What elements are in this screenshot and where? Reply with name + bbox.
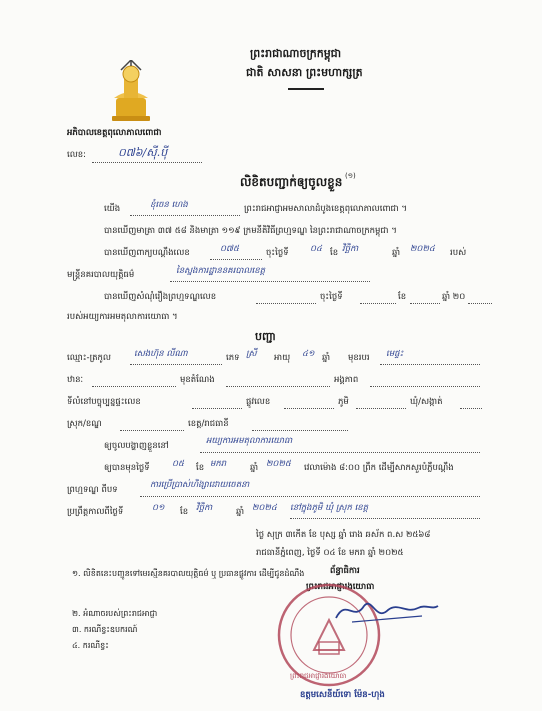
occurred-day: ០១: [152, 503, 165, 513]
job-value: មេផ្ទះ: [386, 349, 404, 359]
number-value: ០៧៦/ស៊ី.ប៉ី: [118, 146, 168, 159]
we-rest: ព្រះរាជអាជ្ញាអមសាលាដំបូងខេត្តពុលោភាលពោជា ។: [244, 204, 407, 214]
line3-day: ០៤: [310, 244, 323, 254]
occurred-year: ២០២៤: [252, 503, 277, 513]
occurred-month-label: ខែ: [180, 507, 189, 517]
commune-label: ឃុំ/សង្កាត់: [410, 397, 443, 407]
header-divider: [288, 88, 324, 90]
occurred-month: វិច្ឆិកា: [196, 503, 213, 513]
line3-month: វិច្ឆិកា: [342, 244, 359, 254]
stamp-text: ព្រះរាជអាជ្ញារងយោធា: [290, 672, 347, 680]
footnote-2: ២. អំណាចរបស់ព្រះរាជអាជ្ញា: [72, 609, 158, 618]
sex-value: ស្រី: [246, 349, 257, 359]
case-label: ព្រហ្មទណ្ឌ ពីបទ: [67, 485, 118, 495]
purpose-text: វេលាម៉ោង ៨:០០ ព្រឹក ដើម្បីសាកសួរបំភ្លឺបណ្តឹង: [304, 463, 454, 473]
village-label: ភូមិ: [338, 397, 349, 407]
line3-of: របស់: [450, 248, 467, 258]
district-label: ស្រុក/ខណ្ឌ: [67, 419, 102, 429]
signer-name: ឧត្តមសេនីយ៍ទោ ម៉ែន-ហុង: [300, 690, 385, 700]
footnote-4: ៤. ករណីខ្វះ: [72, 641, 109, 650]
handwritten-signature: [332, 592, 442, 628]
line3-date-label: ចុះថ្ងៃទី: [266, 248, 289, 258]
preamble-line2: បានឃើញមាត្រា ៣៧ ៥៨ និងមាត្រា ១១៩ ក្រមនីតិវិធីព្រហ្មទណ្ឌ នៃព្រះរាជាណាចក្រកម្ពុជា ។: [104, 226, 397, 236]
on-year-label: ឆ្នាំ: [250, 463, 259, 473]
occurred-label: ប្រព្រឹត្តកាលពីថ្ងៃទី: [67, 507, 124, 517]
job-label: មុខរបរ: [348, 353, 370, 363]
line5-date-label: ចុះថ្ងៃទី: [320, 292, 343, 302]
case-value: ការប្រើប្រាស់ហិង្សាដោយចេតនា: [150, 480, 250, 490]
lunar-date: ថ្ងៃ សុក្រ ៣កើត ខែ បុស្ស ឆ្នាំ រោង ឆស័ក ព.ស ២៥៦៨: [256, 530, 431, 540]
place-date: រាជធានីភ្នំពេញ, ថ្ងៃទី ០៤ ខែ មករា ឆ្នាំ ២០២៥: [256, 548, 404, 558]
title-footnote: (១): [345, 172, 356, 180]
on-year: ២០២៥: [266, 459, 291, 469]
province-label: ខេត្ត/រាជធានី: [188, 419, 229, 429]
signature-title-1: ព័ន្ធាធិការ: [330, 566, 360, 576]
line5-year-label: ឆ្នាំ ២០: [442, 292, 466, 302]
address-label: ទីលំនៅបច្ចុប្បន្នផ្ទះលេខ: [67, 397, 141, 407]
kingdom-line: ព្រះរាជាណាចក្រកម្ពុជា: [250, 47, 342, 60]
position-label: មុខតំណែង: [180, 375, 215, 385]
occurred-year-label: ឆ្នាំ: [236, 507, 245, 517]
footnote-1: ១. លិខិតនេះបញ្ជូនទៅមេរស្មីនគរបាលយុត្តិធម៌ ឬ ប្រធានផ្លូវការ ដើម្បីជូនដំណឹង: [72, 569, 305, 578]
name-label: ឈ្មោះ-ត្រកូល: [67, 353, 111, 363]
order-heading: បញ្ជា: [255, 330, 276, 343]
rank-label: ឋានៈ: [67, 375, 84, 385]
line4-label: មន្ត្រីនគរបាលយុត្តិធម៌: [67, 270, 135, 280]
footnote-3: ៣. ករណីខ្វះ​ឧបករណ៍: [72, 625, 138, 634]
preamble-line6: របស់អយ្យការអមតុលាការយោធា ។: [67, 312, 178, 322]
line3-number: ០៧៥: [220, 244, 240, 254]
line5-label: បានឃើញសំណុំរឿងព្រហ្មទណ្ឌលេខ: [104, 292, 217, 302]
year-label: ឆ្នាំ: [322, 353, 331, 363]
motto-line: ជាតិ សាសនា ព្រះមហាក្សត្រ: [246, 66, 363, 79]
line3-label: បានឃើញពាក្យបណ្តឹងលេខ: [104, 248, 190, 258]
street-label: ផ្លូវលេខ: [246, 397, 271, 407]
document-title: លិខិតបញ្ជាក់ឲ្យចូលខ្លួន: [240, 175, 343, 189]
occurred-place: នៅក្នុងភូមិ ឃុំ ស្រុក ខេត្ត: [290, 503, 369, 513]
appear-label: ឲ្យចូលបង្ហាញខ្លួននៅ: [104, 441, 169, 451]
we-label: យើង: [104, 204, 121, 214]
issuer-office: អភិបាលខេត្តពុលោភាលពោជា: [67, 128, 162, 138]
line5-month-label: ខែ: [398, 292, 407, 302]
on-label: ឲ្យបានមុនថ្ងៃទី: [104, 463, 150, 473]
number-label: លេខ:: [67, 150, 87, 160]
signature-title-2: ព្រះរាជអាជ្ញារងយោធា: [306, 582, 375, 592]
line3-year-label: ឆ្នាំ: [392, 248, 401, 258]
line4-value: នៃស្នងការដ្ឋាននគរបាលខេត្ត: [176, 266, 266, 276]
unit-label: អង្គភាព: [334, 375, 359, 385]
age-label: អាយុ: [274, 353, 291, 363]
royal-crown-icon: [106, 60, 156, 122]
on-month: មករា: [210, 459, 227, 469]
on-day: ០៥: [172, 459, 185, 469]
on-month-label: ខែ: [196, 463, 205, 473]
line3-year: ២០២៤: [410, 244, 435, 254]
we-value: ខុំចេន ហេង: [150, 200, 188, 210]
sex-label: ភេទ: [226, 353, 240, 363]
line3-month-label: ខែ: [330, 248, 339, 258]
name-value: សេងហ៊ុន លីណា: [134, 349, 188, 359]
age-value: ៤១: [302, 349, 315, 359]
appear-value: អយ្យការអមតុលាការយោធា: [206, 436, 293, 446]
